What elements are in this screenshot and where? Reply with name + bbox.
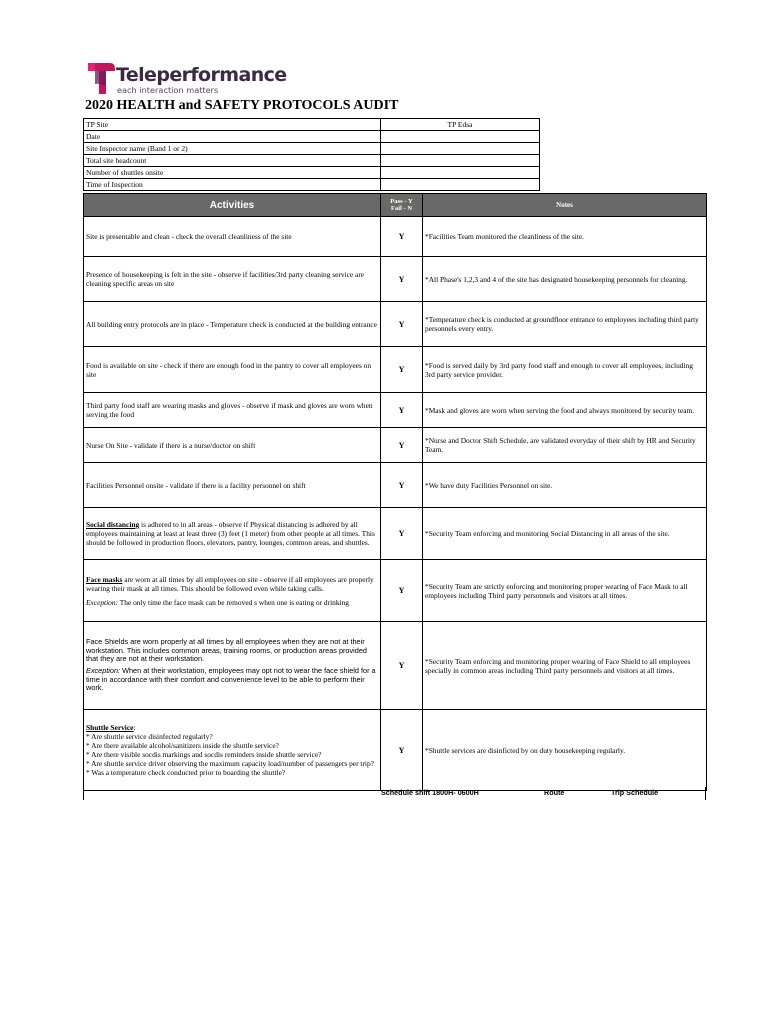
activity-cell: Food is available on site - check if there are enough food in the pantry to cover all employees on site — [84, 347, 381, 393]
document-title: 2020 HEALTH and SAFETY PROTOCOLS AUDIT — [85, 98, 399, 113]
activity-cell — [84, 560, 381, 622]
trip-schedule-label: Trip Schedule — [611, 788, 659, 797]
info-row — [84, 179, 540, 191]
notes-cell[interactable]: *Mask and gloves are worn when serving the food and always monitored by security team. — [423, 393, 707, 428]
pass-fail-header — [381, 194, 423, 217]
notes-cell[interactable]: *We have duty Facilities Personnel on site. — [423, 463, 707, 508]
activity-cell — [84, 622, 381, 710]
result-cell[interactable]: Y — [381, 428, 423, 463]
tp-logo-icon — [86, 60, 116, 96]
audit-row — [84, 463, 707, 508]
info-row — [84, 143, 540, 155]
site-info-table — [83, 118, 540, 191]
audit-row — [84, 302, 707, 347]
notes-cell[interactable]: *Food is served daily by 3rd party food staff and enough to cover all employees, including 3rd party service provider. — [423, 347, 707, 393]
info-row — [84, 167, 540, 179]
audit-row — [84, 217, 707, 257]
info-row — [84, 155, 540, 167]
logo-wordmark: Teleperformance — [116, 64, 287, 86]
info-value[interactable] — [381, 131, 540, 143]
shuttle-heading — [86, 723, 378, 732]
activity-text: is adhered to in all areas - observe if Physical distancing is adhered by all employees maintaining at least at least three (3) feet (1 meter) from other people at all times. This should be followed in production floors, elevators, pantry, lounges, common areas, and shuttles. — [86, 520, 375, 547]
activity-text: Face Shields are worn properly at all times by all employees when they are not at their workstation. This includes common areas, training rooms, or production areas provided that they are not at their workstation. — [86, 637, 367, 664]
teleperformance-logo — [86, 60, 287, 100]
exception-label: Exception: — [86, 597, 119, 607]
info-value[interactable] — [381, 179, 540, 191]
info-value[interactable] — [381, 143, 540, 155]
exception-label: Exception: — [86, 666, 121, 675]
result-cell[interactable]: Y — [381, 463, 423, 508]
audit-table — [83, 193, 707, 791]
activity-text: are worn at all times by all employees on site - observe if all employees are properly wearing their mask at all times. This should be followed even while taking calls. — [86, 574, 374, 593]
notes-cell[interactable]: *Security Team are strictly enforcing and monitoring proper wearing of Face Mask to all employees including Third party personnels and visitors at all times. — [423, 560, 707, 622]
notes-header: Notes — [423, 194, 707, 217]
notes-cell[interactable]: *Security Team enforcing and monitoring Social Distancing in all areas of the site. — [423, 508, 707, 560]
notes-cell[interactable]: *Shuttle services are disinficted by on duty housekeeping regularly. — [423, 710, 707, 791]
result-cell[interactable]: Y — [381, 710, 423, 791]
exception-text: The only time the face mask can be removed s when one is eating or drinking — [118, 597, 349, 607]
result-cell[interactable]: Y — [381, 347, 423, 393]
activity-cell: Nurse On Site - validate if there is a nurse/doctor on shift — [84, 428, 381, 463]
info-value[interactable]: TP Edsa — [381, 119, 540, 131]
notes-cell[interactable]: *Facilities Team monitored the cleanliness of the site. — [423, 217, 707, 257]
activities-header: Activities — [84, 194, 381, 217]
info-label: TP Site — [84, 119, 381, 131]
info-label: Date — [84, 131, 381, 143]
audit-row — [84, 393, 707, 428]
audit-row — [84, 257, 707, 302]
notes-cell[interactable]: *All Phase's 1,2,3 and 4 of the site has designated housekeeping personnels for cleaning. — [423, 257, 707, 302]
pass-label: Pass - Y — [390, 198, 413, 205]
info-label: Time of Inspection — [84, 179, 381, 191]
info-label: Number of shuttles onsite — [84, 167, 381, 179]
notes-cell[interactable]: *Temperature check is conducted at groundfloor entrance to employees including third party personnels every entry. — [423, 302, 707, 347]
audit-row — [84, 347, 707, 393]
activity-label: Shuttle Service — [86, 723, 134, 732]
notes-cell[interactable]: *Nurse and Doctor Shift Schedule, are validated everyday of their shift by HR and Security Team. — [423, 428, 707, 463]
activity-label: Social distancing — [86, 520, 140, 529]
activity-cell: Site is presentable and clean - check the overall cleanliness of the site — [84, 217, 381, 257]
audit-row — [84, 428, 707, 463]
result-cell[interactable]: Y — [381, 257, 423, 302]
audit-row-social-distancing — [84, 508, 707, 560]
activity-cell — [84, 508, 381, 560]
checklist-item: * Are there visible socdis markings and socdis reminders inside shuttle service? — [86, 750, 322, 759]
activity-cell — [84, 710, 381, 791]
shuttle-schedule-row — [83, 787, 706, 798]
info-row — [84, 119, 540, 131]
result-cell[interactable]: Y — [381, 393, 423, 428]
notes-cell[interactable]: *Security Team enforcing and monitoring proper wearing of Face Shield to all employees specially in common areas including Third party personnels and visitors at all times. — [423, 622, 707, 710]
audit-row-shuttle-service — [84, 710, 707, 791]
info-row — [84, 131, 540, 143]
activity-cell: Facilities Personnel onsite - validate if there is a facility personnel on shift — [84, 463, 381, 508]
result-cell[interactable]: Y — [381, 302, 423, 347]
info-label: Total site headcount — [84, 155, 381, 167]
audit-row-face-masks — [84, 560, 707, 622]
activity-label: Face masks — [86, 574, 123, 584]
checklist-item: * Are there available alcohol/sanitizers inside the shuttle service? — [86, 741, 279, 750]
activity-cell: Presence of housekeeping is felt in the site - observe if facilities/3rd party cleaning service are cleaning specific areas on site — [84, 257, 381, 302]
result-cell[interactable]: Y — [381, 560, 423, 622]
checklist-item: * Are shuttle service driver observing the maximum capacity load/number of passengers per trip? — [86, 759, 374, 768]
info-value[interactable] — [381, 155, 540, 167]
result-cell[interactable]: Y — [381, 622, 423, 710]
checklist-item: * Are shuttle service disinfected regularly? — [86, 732, 213, 741]
exception-text: When at their workstation, employees may opt not to wear the face shield for a time in accordance with their comfort and convenience level to be able to perform their work. — [86, 666, 376, 693]
result-cell[interactable]: Y — [381, 508, 423, 560]
exception-note — [86, 667, 378, 693]
header-row — [84, 194, 707, 217]
info-label: Site Inspector name (Band 1 or 2) — [84, 143, 381, 155]
exception-note — [86, 598, 378, 607]
checklist-item: * Was a temperature check conducted prior to boarding the shuttle? — [86, 768, 286, 777]
schedule-shift-label: Schedule shift 1800H- 0600H — [381, 788, 479, 797]
audit-row-face-shields — [84, 622, 707, 710]
result-cell[interactable]: Y — [381, 217, 423, 257]
activity-text: : — [133, 723, 136, 732]
activity-cell: All building entry protocols are in place - Temperature check is conducted at the building entrance — [84, 302, 381, 347]
logo-tagline: each interaction matters — [117, 85, 219, 95]
route-label: Route — [544, 788, 565, 797]
activity-cell: Third party food staff are wearing masks and gloves - observe if mask and gloves are worn when serving the food — [84, 393, 381, 428]
info-value[interactable] — [381, 167, 540, 179]
fail-label: Fail - N — [390, 205, 413, 212]
